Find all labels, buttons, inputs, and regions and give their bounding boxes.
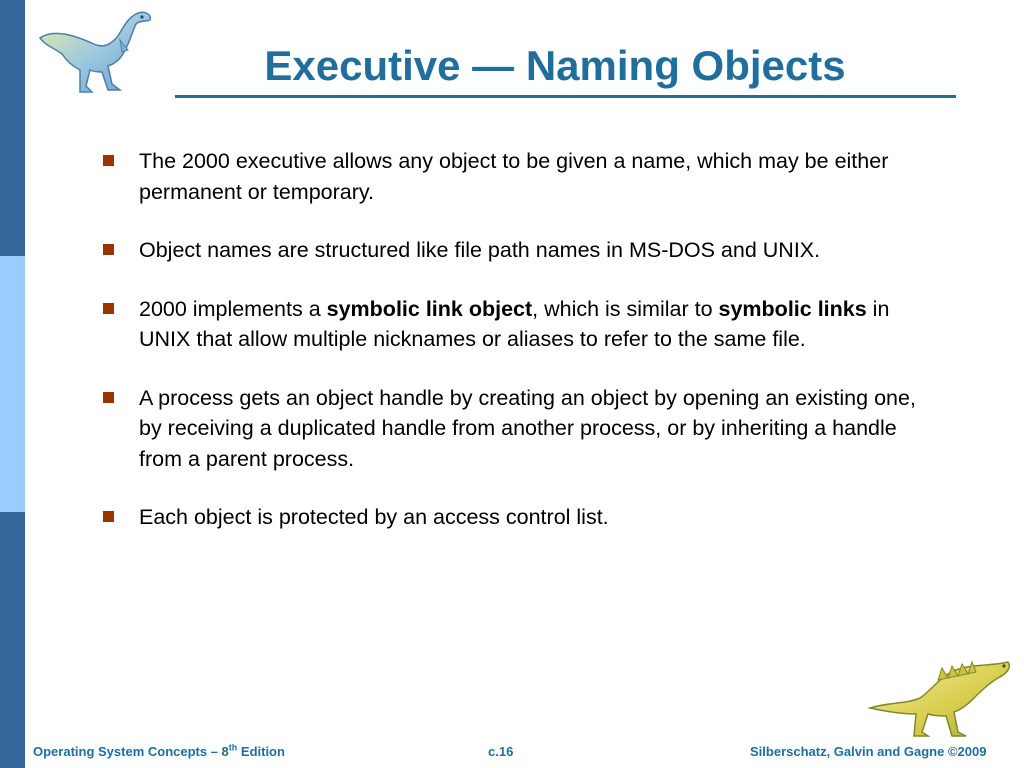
- bullet-text: [139, 235, 940, 266]
- text-run: , which is similar to: [532, 296, 719, 321]
- sidebar-stripe: [0, 0, 25, 768]
- text-run: Object names are structured like file path names in MS-DOS and UNIX.: [139, 238, 821, 262]
- title-underline: [175, 95, 956, 98]
- square-bullet-icon: [103, 244, 114, 255]
- bullet-text: [139, 502, 940, 533]
- square-bullet-icon: [103, 303, 114, 314]
- bullet-item: [100, 235, 940, 266]
- bullet-item: [100, 146, 940, 207]
- dinosaur-icon: [868, 658, 1018, 738]
- bullet-text: [139, 294, 940, 355]
- bold-term: symbolic links: [718, 296, 867, 321]
- text-run: A process gets an object handle by creating an object by opening an existing one, by receiving a duplicated handle from another process, or by inheriting a handle from a parent process.: [139, 385, 916, 471]
- footer-copyright: Silberschatz, Galvin and Gagne ©2009: [750, 744, 987, 759]
- text-run: 2000 implements a: [139, 296, 327, 321]
- bullet-list: [100, 146, 940, 561]
- sidebar-segment-top: [0, 0, 25, 256]
- square-bullet-icon: [103, 155, 114, 166]
- sidebar-segment-bottom: [0, 512, 25, 768]
- sidebar-segment-middle: [0, 256, 25, 512]
- square-bullet-icon: [103, 511, 114, 522]
- bullet-text: [139, 146, 940, 207]
- bold-term: symbolic link object: [326, 296, 533, 321]
- bullet-item: [100, 294, 940, 355]
- dinosaur-icon: [36, 6, 158, 96]
- footer-slide-number: c.16: [488, 744, 514, 759]
- bullet-text: [139, 383, 940, 475]
- bullet-item: [100, 383, 940, 475]
- text-run: Each object is protected by an access control list.: [139, 505, 609, 529]
- text-run: The 2000 executive allows any object to be given a name, which may be either permanent or temporary.: [139, 149, 889, 204]
- text-run: in UNIX that allow multiple nicknames or aliases to refer to the same file.: [139, 296, 890, 351]
- bullet-item: [100, 502, 940, 533]
- slide-title: Executive — Naming Objects: [264, 42, 846, 89]
- square-bullet-icon: [103, 392, 114, 403]
- footer-course: Operating System Concepts – 8th Edition: [33, 742, 285, 759]
